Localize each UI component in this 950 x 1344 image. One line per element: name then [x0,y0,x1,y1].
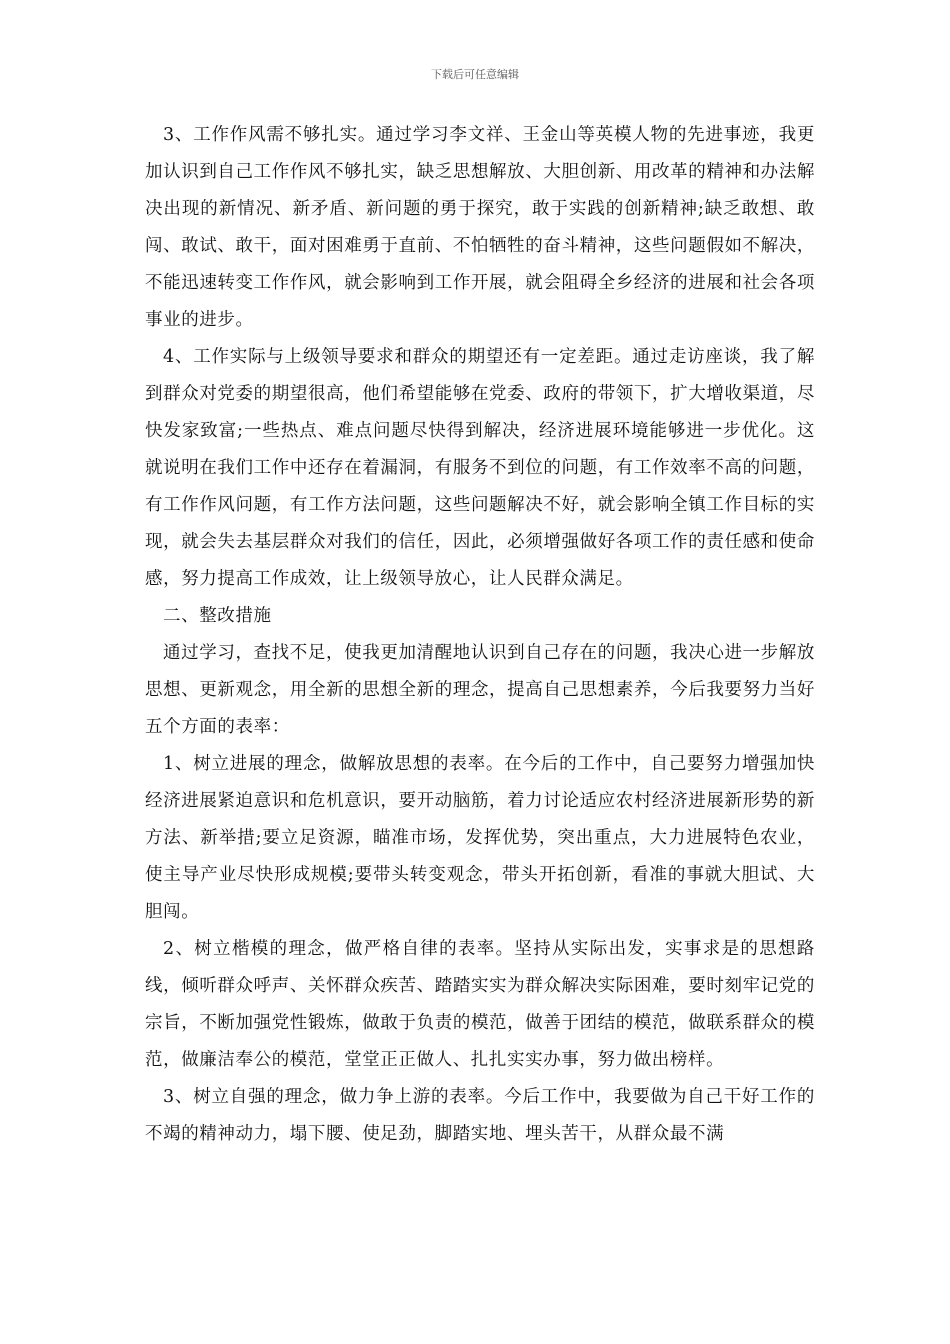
section-heading-rectification: 二、整改措施 [163,606,272,626]
paragraph-measure-1: 1、树立进展的理念，做解放思想的表率。在今后的工作中，自己要努力增强加快经济进展紧迫意识和危机意识，要开动脑筋，着力讨论适应农村经济进展新形势的新方法、新举措;要立足资源，瞄准市场，发挥优势，突出重点，大力进展特色农业，使主导产业尽快形成规模;要带头转变观念，带头开拓创新，看准的事就大胆试、大胆闯。 [145,754,815,922]
header-note: 下载后可任意编辑 [431,68,519,81]
paragraph-work-style: 3、工作作风需不够扎实。通过学习李文祥、王金山等英模人物的先进事迹，我更加认识到自己工作作风不够扎实，缺乏思想解放、大胆创新、用改革的精神和办法解决出现的新情况、新矛盾、新问题的勇于探究，敢于实践的创新精神;缺乏敢想、敢闯、敢试、敢干，面对困难勇于直前、不怕牺牲的奋斗精神，这些问题假如不解决，不能迅速转变工作作风，就会影响到工作开展，就会阻碍全乡经济的进展和社会各项事业的进步。 [145,125,815,330]
paragraph-measure-2: 2、树立楷模的理念，做严格自律的表率。坚持从实际出发，实事求是的思想路线，倾听群众呼声、关怀群众疾苦、踏踏实实为群众解决实际困难，要时刻牢记党的宗旨，不断加强党性锻炼，做敢于负责的模范，做善于团结的模范，做联系群众的模范，做廉洁奉公的模范，堂堂正正做人、扎扎实实办事，努力做出榜样。 [145,939,815,1070]
paragraph-intro-measures: 通过学习，查找不足，使我更加清醒地认识到自己存在的问题，我决心进一步解放思想、更新观念，用全新的思想全新的理念，提高自己思想素养，今后我要努力当好五个方面的表率： [145,643,815,737]
paragraph-expectation-gap: 4、工作实际与上级领导要求和群众的期望还有一定差距。通过走访座谈，我了解到群众对党委的期望很高，他们希望能够在党委、政府的带领下，扩大增收渠道，尽快发家致富;一些热点、难点问题尽快得到解决，经济进展环境能够进一步优化。这就说明在我们工作中还存在着漏洞，有服务不到位的问题，有工作效率不高的问题，有工作作风问题，有工作方法问题，这些问题解决不好，就会影响全镇工作目标的实现，就会失去基层群众对我们的信任，因此，必须增强做好各项工作的责任感和使命感，努力提高工作成效，让上级领导放心，让人民群众满足。 [145,347,815,589]
document-body [145,117,815,1153]
paragraph-measure-3: 3、树立自强的理念，做力争上游的表率。今后工作中，我要做为自己干好工作的不竭的精神动力，塌下腰、使足劲，脚踏实地、埋头苦干，从群众最不满 [145,1087,815,1144]
